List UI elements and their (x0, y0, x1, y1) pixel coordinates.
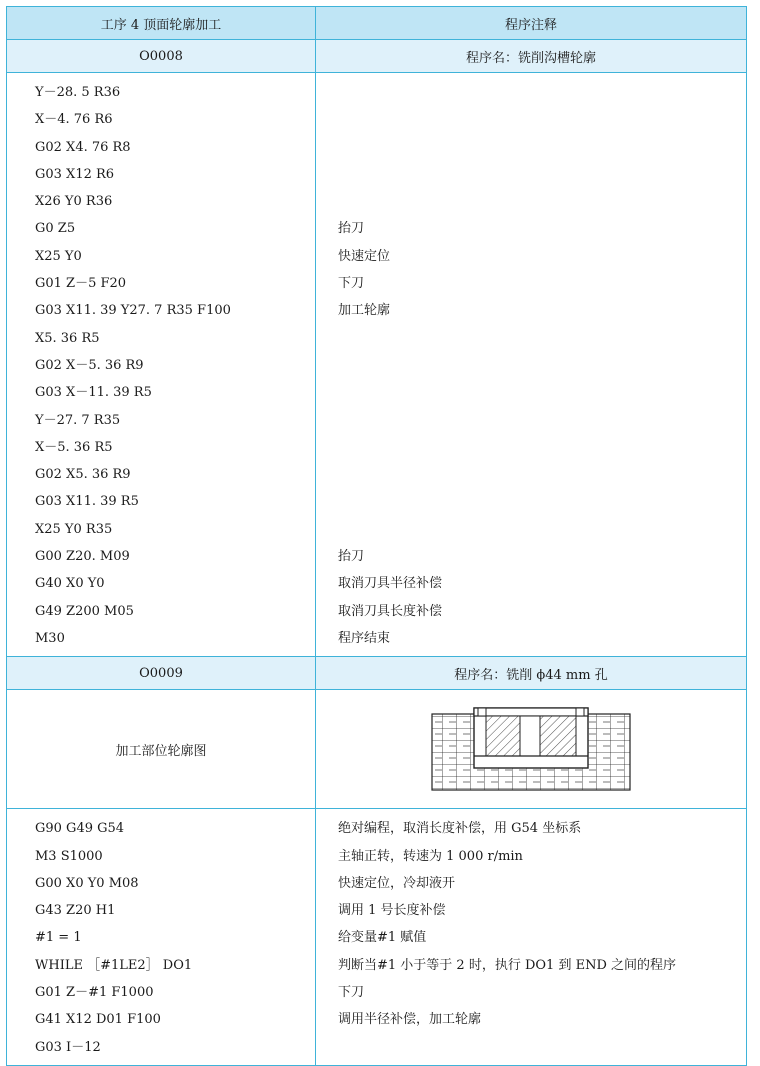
code-line: X26 Y0 R36 (35, 194, 113, 210)
code-line: G01 Z－#1 F1000 (35, 985, 154, 1001)
program-2-header (7, 657, 746, 690)
code-line: X5. 36 R5 (35, 330, 100, 346)
code-line: #1 = 1 (35, 930, 82, 946)
note-line: 主轴正转，转速为 1 000 r/min (338, 848, 523, 864)
note-line (338, 516, 746, 543)
note-line: 调用半径补偿，加工轮廓 (338, 1012, 482, 1028)
code-line: G01 Z－5 F20 (35, 276, 127, 292)
code-line: G03 X12 R6 (35, 166, 115, 182)
note-line: 判断当#1 小于等于 2 时，执行 DO1 到 END 之间的程序 (338, 957, 677, 973)
note-line: 给变量#1 赋值 (338, 930, 427, 946)
program-2-body (7, 809, 746, 1065)
code-line: X25 Y0 (35, 248, 82, 264)
code-line: X－5. 36 R5 (35, 439, 113, 455)
note-line (338, 106, 746, 133)
note-line (338, 134, 746, 161)
note-line: 抬刀 (338, 549, 365, 565)
code-line: WHILE ［#1LE2］ DO1 (35, 957, 193, 973)
note-line (338, 352, 746, 379)
note-line: 加工轮廓 (338, 303, 391, 319)
figure-label: 加工部位轮廓图 (7, 690, 316, 808)
note-line (338, 461, 746, 488)
program-2-notes (316, 809, 746, 1065)
code-line: G03 X11. 39 Y27. 7 R35 F100 (35, 303, 231, 319)
program-1-code (7, 73, 316, 656)
program-2-number: O0009 (7, 657, 316, 689)
note-line: 快速定位，冷却液开 (338, 875, 456, 891)
note-line: 取消刀具半径补偿 (338, 576, 443, 592)
header-process: 工序 4 顶面轮廓加工 (7, 7, 316, 39)
program-2-title: 程序名：铣削 ϕ44 mm 孔 (454, 667, 608, 683)
program-1-number: O0008 (7, 40, 316, 72)
code-line: G41 X12 D01 F100 (35, 1012, 161, 1028)
table-header (7, 7, 746, 40)
note-line: 抬刀 (338, 221, 365, 237)
code-line: G02 X－5. 36 R9 (35, 357, 144, 373)
note-line (338, 434, 746, 461)
code-line: G43 Z20 H1 (35, 903, 116, 919)
code-line: G03 X11. 39 R5 (35, 494, 139, 510)
part-section-drawing (428, 704, 634, 794)
figure-cell (316, 690, 746, 808)
note-line (338, 488, 746, 515)
code-line: X－4. 76 R6 (35, 112, 113, 128)
code-line: Y－28. 5 R36 (35, 85, 121, 100)
note-line (338, 379, 746, 406)
note-line: 取消刀具长度补偿 (338, 603, 443, 619)
code-line: G49 Z200 M05 (35, 603, 134, 619)
note-line: 快速定位 (338, 248, 391, 264)
code-line: G90 G49 G54 (35, 821, 125, 837)
program-1-title: 程序名：铣削沟槽轮廓 (465, 50, 596, 66)
program-2-code (7, 809, 316, 1065)
code-line: M30 (35, 630, 65, 646)
code-line: Y－27. 7 R35 (35, 412, 121, 428)
header-notes: 程序注释 (504, 17, 557, 33)
note-line (338, 79, 746, 106)
program-1-header (7, 40, 746, 73)
note-line: 调用 1 号长度补偿 (338, 903, 446, 919)
code-line: G40 X0 Y0 (35, 576, 105, 592)
code-line: X25 Y0 R35 (35, 521, 113, 537)
code-line: G0 Z5 (35, 221, 76, 237)
note-line: 绝对编程，取消长度补偿，用 G54 坐标系 (338, 821, 582, 837)
note-line (338, 1034, 746, 1061)
note-line: 程序结束 (338, 630, 391, 646)
code-line: G02 X5. 36 R9 (35, 467, 131, 483)
program-1-notes (316, 73, 746, 656)
program-table (6, 6, 747, 1066)
code-line: M3 S1000 (35, 848, 103, 864)
note-line (338, 407, 746, 434)
code-line: G00 Z20. M09 (35, 549, 130, 565)
program-1-body (7, 73, 746, 657)
code-line: G03 I－12 (35, 1039, 101, 1055)
note-line (338, 188, 746, 215)
note-line (338, 161, 746, 188)
code-line: G00 X0 Y0 M08 (35, 875, 139, 891)
figure-row (7, 690, 746, 809)
note-line: 下刀 (338, 276, 365, 292)
code-line: G03 X－11. 39 R5 (35, 385, 152, 401)
note-line (338, 325, 746, 352)
note-line: 下刀 (338, 985, 365, 1001)
code-line: G02 X4. 76 R8 (35, 139, 131, 155)
